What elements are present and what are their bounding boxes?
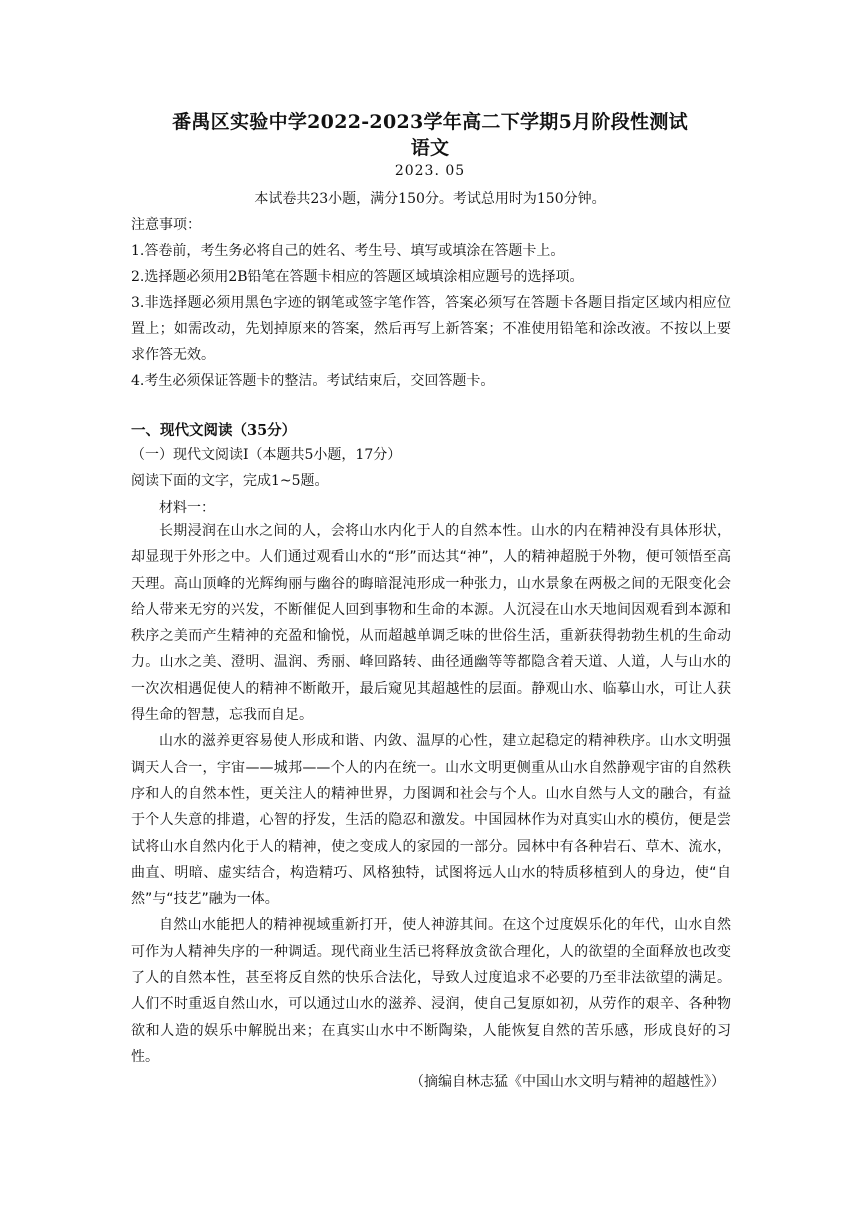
section-subtitle: （一）现代文阅读Ⅰ（本题共5小题，17分）: [131, 447, 402, 463]
exam-intro: 本试卷共23小题，满分150分。考试总用时为150分钟。: [254, 191, 606, 207]
passage-paragraph: 自然山水能把人的精神视域重新打开，使人神游其间。在这个过度娱乐化的年代，山水自然可作为人精神失序的一种调适。现代商业生活已将释放贪欲合理化，人的欲望的全面释放也改变了人的自然本性，甚至将反自然的快乐合法化，导致人过度追求不必要的乃至非法欲望的满足。人们不时重返自然山水，可以通过山水的滋养、浸润，使自己复原如初，从劳作的艰辛、各种物欲和人造的娱乐中解脱出来；在真实山水中不断陶染，人能恢复自然的苦乐感，形成良好的习性。: [131, 917, 731, 1065]
section-title: 一、现代文阅读（35分）: [131, 422, 297, 439]
notes-block: [131, 212, 731, 394]
notes-item: 1.答卷前，考生务必将自己的姓名、考生号、填写或填涂在答题卡上。: [131, 243, 565, 259]
reading-passage: [131, 518, 731, 1070]
passage-paragraph: 长期浸润在山水之间的人，会将山水内化于人的自然本性。山水的内在精神没有具体形状，却显现于外形之中。人们通过观看山水的“形”而达其“神”，人的精神超脱于外物，便可领悟至高天理。高山顶峰的光辉绚丽与幽谷的晦暗混沌形成一种张力，山水景象在两极之间的无限变化会给人带来无穷的兴发，不断催促人回到事物和生命的本源。人沉浸在山水天地间因观看到本源和秩序之美而产生精神的充盈和愉悦，从而超越单调乏味的世俗生活，重新获得勃勃生机的生命动力。山水之美、澄明、温润、秀丽、峰回路转、曲径通幽等等都隐含着天道、人道，人与山水的一次次相遇促使人的精神不断敞开，最后窥见其超越性的层面。静观山水、临摹山水，可让人获得生命的智慧，忘我而自足。: [131, 523, 731, 724]
exam-date: 2023. 05: [394, 163, 466, 179]
passage-paragraph: 山水的滋养更容易使人形成和谐、内敛、温厚的心性，建立起稳定的精神秩序。山水文明强调天人合一，宇宙——城邦——个人的内在统一。山水文明更侧重从山水自然静观宇宙的自然秩序和人的自然本性，更关注人的精神世界，力图调和社会与个人。山水自然与人文的融合，有益于个人失意的排遣，心智的抒发，生活的隐忍和激发。中国园林作为对真实山水的模仿，便是尝试将山水自然内化于人的精神，使之变成人的家园的一部分。园林中有各种岩石、草木、流水，曲直、明暗、虚实结合，构造精巧、风格独特，试图将远人山水的特质移植到人的身边，使“自然”与“技艺”融为一体。: [131, 733, 731, 908]
passage-source: （摘编自林志猛《中国山水文明与精神的超越性》）: [410, 1074, 725, 1090]
reading-instruction: 阅读下面的文字，完成1~5题。: [131, 473, 329, 489]
notes-heading: 注意事项：: [131, 217, 201, 233]
exam-title: 番禺区实验中学2022-2023学年高二下学期5月阶段性测试: [172, 111, 688, 133]
subject-title: 语文: [410, 137, 450, 159]
notes-item: 2.选择题必须用2B铅笔在答题卡相应的答题区域填涂相应题号的选择项。: [131, 269, 584, 285]
notes-item: 3.非选择题必须用黑色字迹的钢笔或签字笔作答，答案必须写在答题卡各题目指定区域内相应位置上；如需改动，先划掉原来的答案，然后再写上新答案；不准使用铅笔和涂改液。不按以上要求作答无效。: [131, 295, 731, 363]
material-label: 材料一：: [159, 500, 215, 516]
notes-item: 4.考生必须保证答题卡的整洁。考试结束后，交回答题卡。: [131, 373, 495, 389]
